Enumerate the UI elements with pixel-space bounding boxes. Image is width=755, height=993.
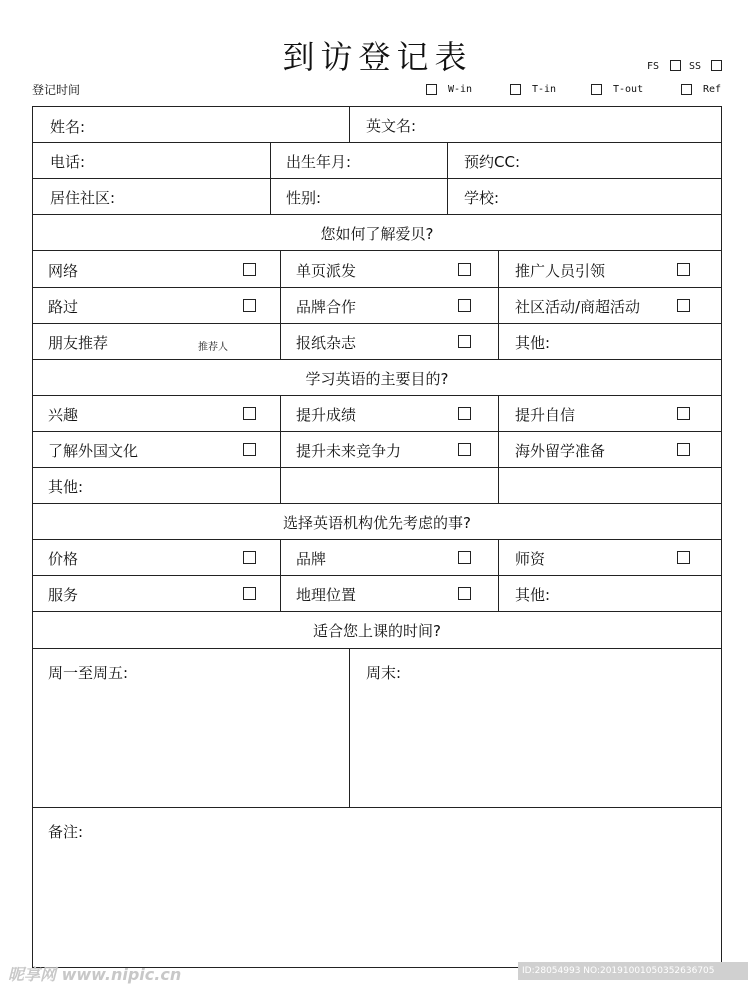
row-divider bbox=[32, 611, 722, 612]
tout-checkbox[interactable] bbox=[591, 84, 602, 95]
option-checkbox[interactable] bbox=[458, 407, 471, 420]
option-checkbox[interactable] bbox=[677, 299, 690, 312]
option-label: 推广人员引领 bbox=[515, 262, 606, 280]
row-divider bbox=[32, 323, 722, 324]
row-divider bbox=[32, 178, 722, 179]
col-divider bbox=[349, 106, 350, 142]
col-divider bbox=[498, 539, 499, 611]
referrer-label: 推荐人 bbox=[198, 342, 228, 353]
watermark: 昵享网 www.nipic.cn bbox=[8, 965, 182, 984]
row-divider bbox=[32, 648, 722, 649]
ss-label: SS bbox=[689, 61, 702, 72]
register-time-label: 登记时间 bbox=[32, 83, 81, 97]
option-label: 地理位置 bbox=[296, 586, 357, 604]
time-heading: 适合您上课的时间? bbox=[313, 622, 441, 640]
ref-checkbox[interactable] bbox=[681, 84, 692, 95]
tin-label: T-in bbox=[532, 84, 557, 95]
row-divider bbox=[32, 214, 722, 215]
purpose-heading: 学习英语的主要目的? bbox=[305, 370, 449, 388]
weekend-field-label[interactable]: 周末: bbox=[366, 664, 402, 682]
row-divider bbox=[32, 142, 722, 143]
school-field-label[interactable]: 学校: bbox=[464, 189, 500, 207]
row-divider bbox=[32, 539, 722, 540]
row-divider bbox=[32, 395, 722, 396]
win-label: W-in bbox=[448, 84, 473, 95]
option-checkbox[interactable] bbox=[243, 263, 256, 276]
option-label: 海外留学准备 bbox=[515, 442, 606, 460]
option-checkbox[interactable] bbox=[458, 443, 471, 456]
other-field-label[interactable]: 其他: bbox=[515, 586, 551, 604]
image-id-bar: ID:28054993 NO:20191001050352636705 bbox=[518, 962, 748, 980]
option-label: 网络 bbox=[48, 262, 79, 280]
row-divider bbox=[32, 807, 722, 808]
option-checkbox[interactable] bbox=[243, 443, 256, 456]
community-field-label[interactable]: 居住社区: bbox=[50, 189, 116, 207]
option-checkbox[interactable] bbox=[677, 263, 690, 276]
row-divider bbox=[32, 503, 722, 504]
option-label: 品牌合作 bbox=[296, 298, 357, 316]
win-checkbox[interactable] bbox=[426, 84, 437, 95]
option-label: 品牌 bbox=[296, 550, 327, 568]
fs-checkbox[interactable] bbox=[670, 60, 681, 71]
option-label: 路过 bbox=[48, 298, 79, 316]
option-checkbox[interactable] bbox=[458, 587, 471, 600]
row-divider bbox=[32, 431, 722, 432]
option-label: 兴趣 bbox=[48, 406, 79, 424]
row-divider bbox=[32, 575, 722, 576]
col-divider bbox=[447, 142, 448, 214]
option-checkbox[interactable] bbox=[458, 551, 471, 564]
col-divider bbox=[280, 539, 281, 611]
row-divider bbox=[32, 287, 722, 288]
option-checkbox[interactable] bbox=[677, 443, 690, 456]
option-label: 报纸杂志 bbox=[296, 334, 357, 352]
weekday-field-label[interactable]: 周一至周五: bbox=[48, 664, 129, 682]
row-divider bbox=[32, 359, 722, 360]
appointment-cc-field-label[interactable]: 预约CC: bbox=[464, 153, 521, 171]
tin-checkbox[interactable] bbox=[510, 84, 521, 95]
option-label: 提升成绩 bbox=[296, 406, 357, 424]
priority-heading: 选择英语机构优先考虑的事? bbox=[283, 514, 471, 532]
option-label: 服务 bbox=[48, 586, 79, 604]
fs-label: FS bbox=[647, 61, 660, 72]
col-divider bbox=[280, 250, 281, 359]
option-checkbox[interactable] bbox=[458, 263, 471, 276]
row-divider bbox=[32, 250, 722, 251]
option-checkbox[interactable] bbox=[243, 407, 256, 420]
other-field-label[interactable]: 其他: bbox=[515, 334, 551, 352]
name-field-label[interactable]: 姓名: bbox=[50, 118, 86, 136]
option-label: 价格 bbox=[48, 550, 79, 568]
option-checkbox[interactable] bbox=[677, 407, 690, 420]
option-checkbox[interactable] bbox=[243, 299, 256, 312]
ss-checkbox[interactable] bbox=[711, 60, 722, 71]
col-divider bbox=[498, 395, 499, 503]
source-heading: 您如何了解爱贝? bbox=[320, 225, 434, 243]
option-label: 朋友推荐 bbox=[48, 334, 109, 352]
option-checkbox[interactable] bbox=[243, 587, 256, 600]
option-label: 社区活动/商超活动 bbox=[515, 298, 641, 316]
col-divider bbox=[349, 648, 350, 807]
gender-field-label[interactable]: 性别: bbox=[286, 189, 322, 207]
row-divider bbox=[32, 467, 722, 468]
option-checkbox[interactable] bbox=[458, 335, 471, 348]
ref-label: Ref bbox=[703, 84, 722, 95]
col-divider bbox=[280, 395, 281, 503]
remarks-field-label[interactable]: 备注: bbox=[48, 823, 84, 841]
option-checkbox[interactable] bbox=[243, 551, 256, 564]
tout-label: T-out bbox=[613, 84, 644, 95]
phone-field-label[interactable]: 电话: bbox=[50, 153, 86, 171]
option-checkbox[interactable] bbox=[677, 551, 690, 564]
option-label: 单页派发 bbox=[296, 262, 357, 280]
option-label: 师资 bbox=[515, 550, 546, 568]
option-checkbox[interactable] bbox=[458, 299, 471, 312]
option-label: 了解外国文化 bbox=[48, 442, 139, 460]
option-label: 提升自信 bbox=[515, 406, 576, 424]
option-label: 提升未来竞争力 bbox=[296, 442, 402, 460]
page-title: 到访登记表 bbox=[282, 38, 473, 76]
col-divider bbox=[498, 250, 499, 359]
col-divider bbox=[270, 142, 271, 214]
english-name-field-label[interactable]: 英文名: bbox=[366, 117, 417, 135]
other-field-label[interactable]: 其他: bbox=[48, 478, 84, 496]
birth-month-field-label[interactable]: 出生年月: bbox=[286, 153, 352, 171]
